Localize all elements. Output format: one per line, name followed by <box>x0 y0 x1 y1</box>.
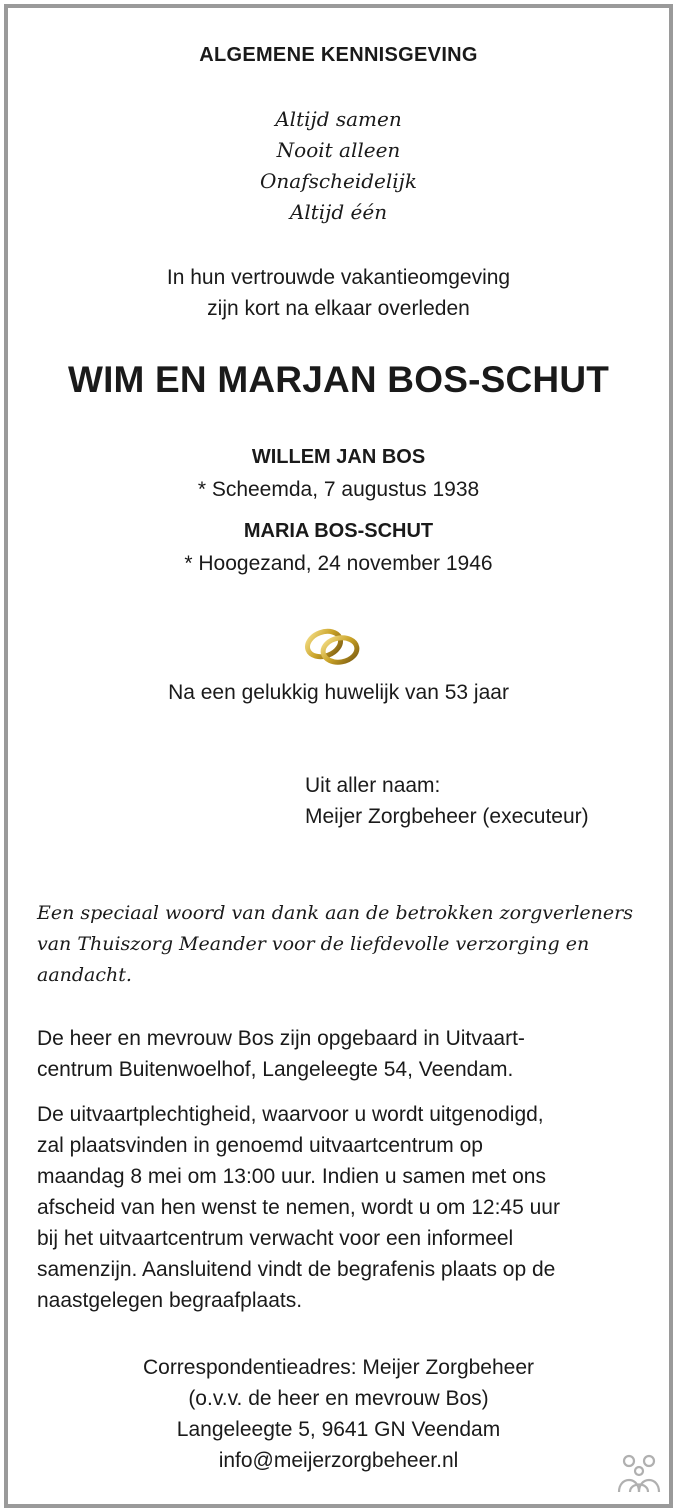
thanks-line: Een speciaal woord van dank aan de betrokken zorgverleners <box>37 902 633 924</box>
intro-line: zijn kort na elkaar overleden <box>207 297 470 320</box>
poem-line: Nooit alleen <box>276 138 401 162</box>
ceremony-line: maandag 8 mei om 13:00 uur. Indien u samen met ons <box>37 1165 546 1188</box>
poem-line: Altijd samen <box>275 107 402 131</box>
correspondence-email: info@meijerzorgbeheer.nl <box>218 1449 459 1472</box>
ceremony-line: naastgelegen begraafplaats. <box>37 1289 303 1312</box>
ceremony-line: zal plaatsvinden in genoemd uitvaartcentrum op <box>37 1134 483 1157</box>
poem-line: Altijd één <box>289 200 388 224</box>
ceremony-line: bij het uitvaartcentrum verwacht voor een informeel <box>37 1227 514 1250</box>
person1-birth: * Scheemda, 7 augustus 1938 <box>197 478 480 501</box>
person2-name: MARIA BOS-SCHUT <box>243 520 434 542</box>
laid-out-line: centrum Buitenwoelhof, Langeleegte 54, Veendam. <box>37 1058 514 1081</box>
signature-line: Meijer Zorgbeheer (executeur) <box>305 805 589 828</box>
laid-out-line: De heer en mevrouw Bos zijn opgebaard in Uitvaart- <box>37 1027 525 1050</box>
marriage-line: Na een gelukkig huwelijk van 53 jaar <box>168 681 509 704</box>
correspondence-line: Langeleegte 5, 9641 GN Veendam <box>176 1418 501 1441</box>
thanks-line: aandacht. <box>37 964 132 986</box>
ceremony-line: samenzijn. Aansluitend vindt de begrafenis plaats op de <box>37 1258 556 1281</box>
person2-birth: * Hoogezand, 24 november 1946 <box>184 552 493 575</box>
thanks-line: van Thuiszorg Meander voor de liefdevolle verzorging en <box>37 933 590 955</box>
deceased-names-title: WIM EN MARJAN BOS-SCHUT <box>67 359 610 400</box>
notice-heading: ALGEMENE KENNISGEVING <box>199 44 478 66</box>
correspondence-line: Correspondentieadres: Meijer Zorgbeheer <box>142 1356 535 1379</box>
signature-line: Uit aller naam: <box>305 774 441 797</box>
family-people-icon <box>616 1452 662 1496</box>
poem-line: Onafscheidelijk <box>260 169 417 193</box>
wedding-rings-icon <box>302 622 362 670</box>
ceremony-line: afscheid van hen wenst te nemen, wordt u om 12:45 uur <box>37 1196 560 1219</box>
ceremony-line: De uitvaartplechtigheid, waarvoor u wordt uitgenodigd, <box>37 1103 544 1126</box>
intro-line: In hun vertrouwde vakantieomgeving <box>166 266 511 289</box>
correspondence-line: (o.v.v. de heer en mevrouw Bos) <box>188 1387 489 1410</box>
person1-name: WILLEM JAN BOS <box>251 446 426 468</box>
